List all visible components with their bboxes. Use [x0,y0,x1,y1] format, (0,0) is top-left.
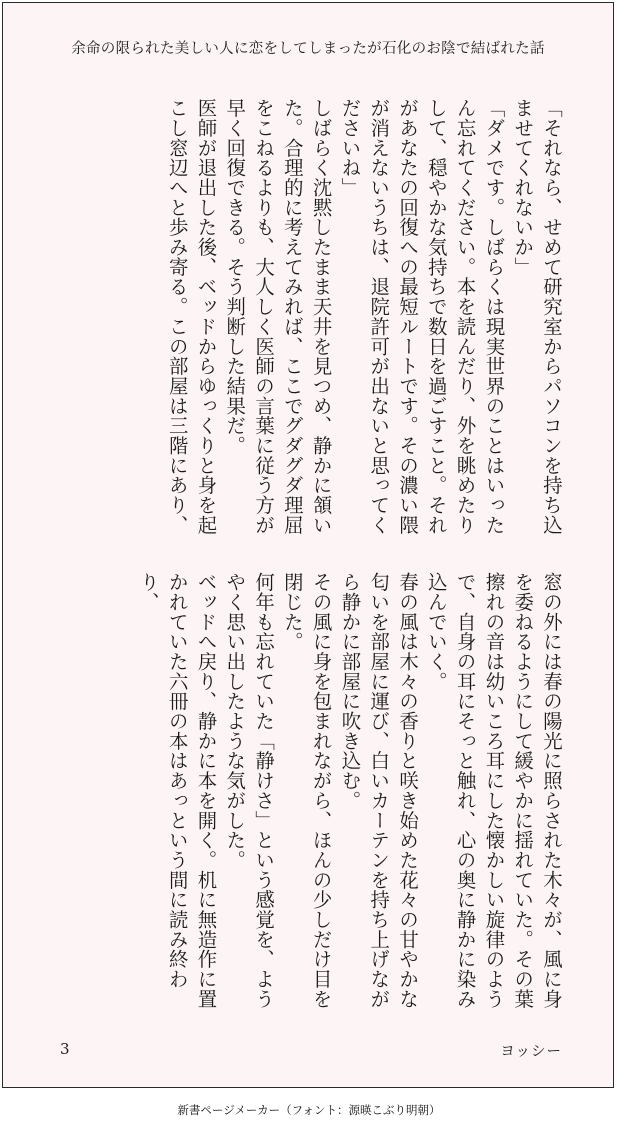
page-title: 余命の限られた美しい人に恋をしてしまったが石化のお陰で結ばれた話 [71,41,545,57]
paragraph: 医師が退出した後、ベッドからゆっくりと身を起こし窓辺へと歩み寄る。この部屋は三階にあり、 [165,98,218,535]
paragraph: 「ダメです。しばらくは現実世界のことはいったん忘れてください。本を読んだり、外を眺めたりして、穏やかな気持ちで数日を過ごすこと。それがあなたの回復への最短ルートです。その濃い隈が消えないうちは、退院許可が出ないと思ってくださいね」 [338,98,506,535]
top-text-block [55,98,565,538]
paragraph: ベッドへ戻り、静かに本を開く。机に無造作に置かれていた六冊の本はあっという間に読み終わり、 [136,572,218,1009]
paragraph: 窓の外には春の陽光に照らされた木々が、風に身を委ねるようにして緩やかに揺れていた。その葉擦れの音は幼いころ耳にした懐かしい旋律のようで、自身の耳にそっと触れ、心の奥に静かに染み込んでいく。 [424,572,563,1009]
paragraph: 何年も忘れていた「静けさ」という感覚を、ようやく思い出したような気がした。 [223,572,276,1009]
author-name: ヨッシー [500,1044,562,1060]
paragraph: 「それなら、せめて研究室からパソコンを持ち込ませてくれないか」 [511,98,563,535]
paragraph: その風に身を包まれながら、ほんの少しだけ目を閉じた。 [280,572,333,1009]
footer-credit: 新書ページメーカー（フォント：源暎こぶり明朝） [177,1103,441,1117]
paragraph: しばらく沈黙したまま天井を見つめ、静かに頷いた。合理的に考えてみれば、ここでグダグダ理屈をこねるよりも、大人しく医師の言葉に従う方が早く回復できる。そう判断した結果だ。 [223,98,333,535]
paragraph: 春の風は木々の香りと咲き始めた花々の甘やかな匂いを部屋に運び、白いカーテンを持ち上げながら静かに部屋に吹き込む。 [338,572,420,1009]
bottom-text-block [55,572,565,1012]
book-page [2,2,614,1088]
page-number: 3 [60,1040,70,1058]
